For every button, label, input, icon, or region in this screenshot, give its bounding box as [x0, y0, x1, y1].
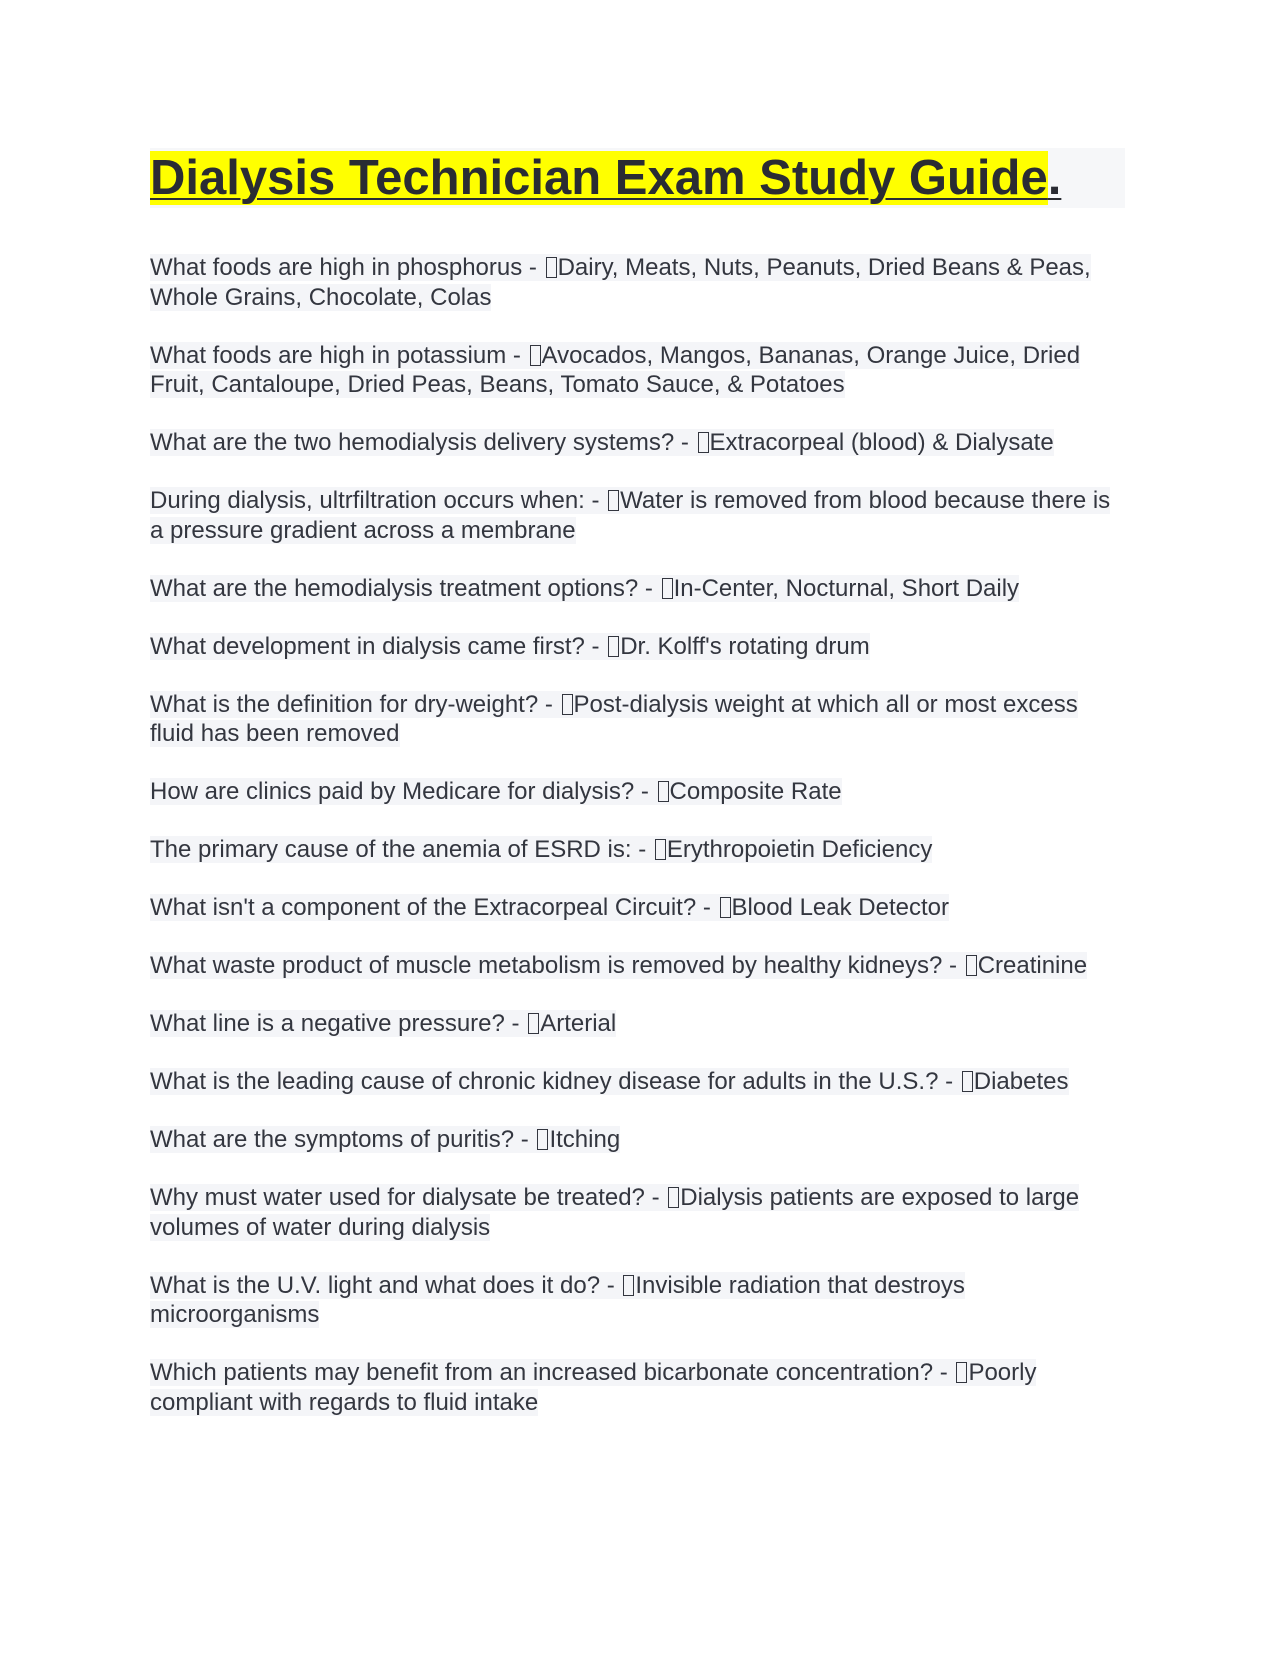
qa-item — [150, 1271, 1125, 1330]
answer-text: Itching — [549, 1126, 621, 1153]
question-text: What isn't a component of the Extracorpeal Circuit? - — [150, 894, 718, 921]
qa-item — [150, 1183, 1125, 1242]
question-text: What is the leading cause of chronic kidney disease for adults in the U.S.? - — [150, 1068, 960, 1095]
question-text: Why must water used for dialysate be treated? - — [150, 1184, 667, 1211]
answer-text: Arterial — [540, 1010, 617, 1037]
qa-item — [150, 777, 1125, 807]
missing-glyph-icon — [546, 257, 557, 278]
title-highlight — [150, 151, 1048, 205]
missing-glyph-icon — [655, 839, 666, 860]
answer-text: Poorly compliant with regards to fluid intake — [150, 1359, 1037, 1416]
missing-glyph-icon — [623, 1275, 634, 1296]
missing-glyph-icon — [966, 955, 977, 976]
question-text: What development in dialysis came first? - — [150, 632, 607, 660]
answer-text: Post-dialysis weight at which all or most excess fluid has been removed — [150, 690, 1078, 747]
qa-text — [150, 1126, 620, 1153]
answer-text: Creatinine — [977, 952, 1088, 979]
qa-text — [150, 429, 1054, 456]
answer-text: Invisible radiation that destroys microorganisms — [150, 1271, 965, 1328]
qa-item — [150, 893, 1125, 923]
qa-item — [150, 1358, 1125, 1417]
question-text: The primary cause of the anemia of ESRD is: - — [150, 836, 653, 863]
qa-item — [150, 1067, 1125, 1097]
qa-text — [150, 952, 1087, 979]
question-text: What are the two hemodialysis delivery systems? - — [150, 429, 696, 456]
qa-item — [150, 253, 1125, 312]
qa-item — [150, 1125, 1125, 1155]
question-text: What foods are high in potassium - — [150, 341, 528, 369]
qa-item — [150, 835, 1125, 865]
question-text: What waste product of muscle metabolism is removed by healthy kidneys? - — [150, 952, 964, 979]
qa-text — [150, 894, 949, 921]
missing-glyph-icon — [537, 1129, 548, 1150]
question-text: Which patients may benefit from an increased bicarbonate concentration? - — [150, 1359, 955, 1386]
missing-glyph-icon — [608, 490, 619, 511]
qa-text — [150, 633, 870, 660]
qa-item — [150, 951, 1125, 981]
qa-item — [150, 486, 1125, 545]
qa-text — [150, 836, 932, 863]
qa-text — [150, 575, 1019, 602]
qa-text — [150, 1359, 1036, 1416]
qa-text — [150, 1010, 616, 1037]
question-text: How are clinics paid by Medicare for dialysis? - — [150, 778, 656, 805]
missing-glyph-icon — [662, 578, 673, 599]
answer-text: Dairy, Meats, Nuts, Peanuts, Dried Beans & Peas, Whole Grains, Chocolate, Colas — [150, 254, 1091, 311]
qa-text — [150, 487, 1110, 544]
qa-text — [150, 778, 842, 805]
qa-item — [150, 428, 1125, 458]
missing-glyph-icon — [956, 1362, 967, 1383]
answer-text: Extracorpeal (blood) & Dialysate — [709, 429, 1054, 456]
missing-glyph-icon — [608, 636, 619, 657]
question-text: What is the U.V. light and what does it do? - — [150, 1271, 622, 1299]
qa-text — [150, 254, 1091, 311]
question-text: What line is a negative pressure? - — [150, 1010, 527, 1037]
question-text: During dialysis, ultrfiltration occurs when: - — [150, 487, 607, 514]
question-text: What foods are high in phosphorus - — [150, 254, 544, 281]
answer-text: Diabetes — [973, 1068, 1069, 1095]
missing-glyph-icon — [698, 432, 709, 453]
missing-glyph-icon — [668, 1187, 679, 1208]
missing-glyph-icon — [530, 345, 541, 366]
qa-item — [150, 341, 1125, 400]
qa-text — [150, 691, 1078, 748]
qa-text — [150, 1184, 1079, 1241]
answer-text: Blood Leak Detector — [731, 894, 949, 921]
question-text: What are the symptoms of puritis? - — [150, 1126, 536, 1153]
answer-text: In-Center, Nocturnal, Short Daily — [673, 574, 1020, 602]
missing-glyph-icon — [528, 1013, 539, 1034]
document-title — [150, 148, 1061, 208]
title-text: Dialysis Technician Exam Study Guide — [150, 151, 1048, 205]
qa-list — [150, 253, 1125, 1446]
answer-text: Dr. Kolff's rotating drum — [620, 632, 870, 660]
qa-item — [150, 574, 1125, 604]
answer-text: Composite Rate — [669, 778, 842, 805]
qa-item — [150, 690, 1125, 749]
missing-glyph-icon — [720, 897, 731, 918]
question-text: What is the definition for dry-weight? - — [150, 690, 560, 718]
missing-glyph-icon — [962, 1071, 973, 1092]
title-suffix: . — [1047, 151, 1062, 205]
qa-item — [150, 632, 1125, 662]
title-row — [150, 148, 1125, 208]
question-text: What are the hemodialysis treatment options? - — [150, 574, 660, 602]
qa-item — [150, 1009, 1125, 1039]
qa-text — [150, 1068, 1069, 1095]
qa-text — [150, 342, 1080, 399]
missing-glyph-icon — [658, 781, 669, 802]
answer-text: Water is removed from blood because there is a pressure gradient across a membrane — [150, 487, 1111, 544]
missing-glyph-icon — [562, 694, 573, 715]
answer-text: Erythropoietin Deficiency — [666, 836, 933, 863]
answer-text: Avocados, Mangos, Bananas, Orange Juice, Dried Fruit, Cantaloupe, Dried Peas, Beans, Tomato Sauce, & Potatoes — [150, 341, 1081, 398]
qa-text — [150, 1272, 965, 1329]
answer-text: Dialysis patients are exposed to large volumes of water during dialysis — [150, 1184, 1080, 1241]
